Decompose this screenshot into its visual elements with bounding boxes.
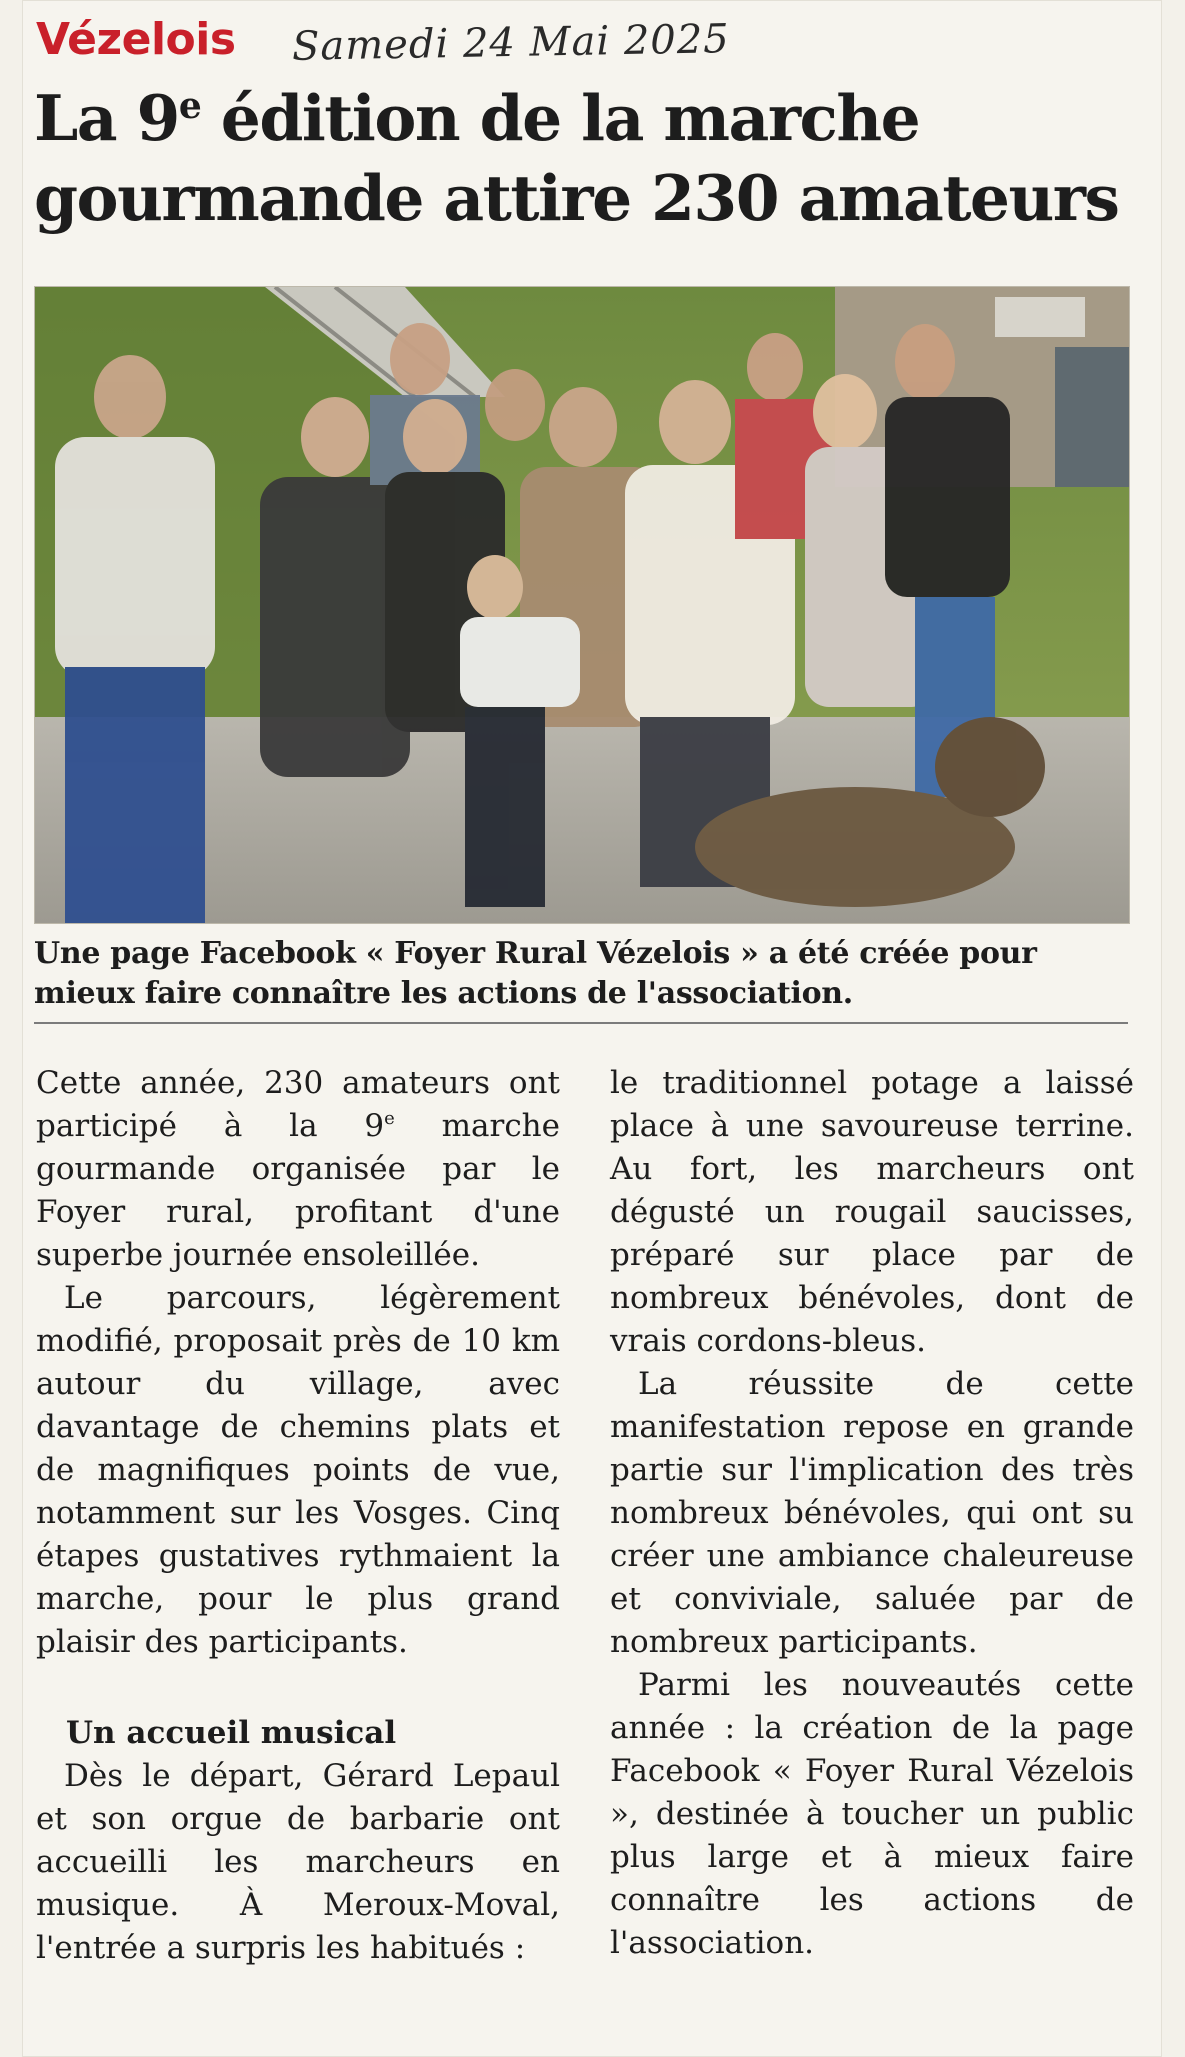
section-rubric: Vézelois xyxy=(36,14,236,65)
photo-caption: Une page Facebook « Foyer Rural Vézelois » a été créée pour mieux faire connaître les actions de l'association. xyxy=(34,936,1037,1011)
group-photo xyxy=(34,286,1130,924)
paragraph-route: Le parcours, légèrement modifié, proposait près de 10 km autour du village, avec davantage de chemins plats et de magnifiques points de vue, notamment sur les Vosges. Cinq étapes gustatives rythmaient la marche, pour le plus grand plaisir des participants. xyxy=(36,1280,560,1660)
paragraph-volunteers: La réussite de cette manifestation repose en grande partie sur l'implication des très nombreux bénévoles, qui ont su créer une ambiance chaleureuse et conviviale, saluée par de nombreux participants. xyxy=(610,1366,1134,1660)
paragraph-novelties: Parmi les nouveautés cette année : la création de la page Facebook « Foyer Rural Vézelois », destinée à toucher un public plus large et à mieux faire connaître les actions de l'association. xyxy=(610,1667,1134,1961)
paragraph-intro: Cette année, 230 amateurs ont participé à la 9e marche gourmande organisée par le Foyer rural, profitant d'une superbe journée ensoleillée. xyxy=(36,1065,560,1273)
article-headline: La 9e édition de la marche gourmande attire 230 amateurs xyxy=(34,81,1119,235)
caption-divider xyxy=(34,1022,1128,1024)
paragraph-music-continued: le traditionnel potage a laissé place à une savoureuse terrine. Au fort, les marcheurs ont dégusté un rougail saucisses, préparé sur place par de nombreux bénévoles, dont de vrais cordons-bleus. xyxy=(610,1065,1134,1359)
subheading: Un accueil musical xyxy=(66,1715,397,1751)
article-column-left xyxy=(36,1062,560,1970)
handwritten-date: Samedi 24 Mai 2025 xyxy=(291,16,731,70)
article-column-right xyxy=(610,1062,1134,1965)
paragraph-music: Dès le départ, Gérard Lepaul et son orgue de barbarie ont accueilli les marcheurs en musique. À Meroux-Moval, l'entrée a surpris les habitués : xyxy=(36,1758,560,1966)
